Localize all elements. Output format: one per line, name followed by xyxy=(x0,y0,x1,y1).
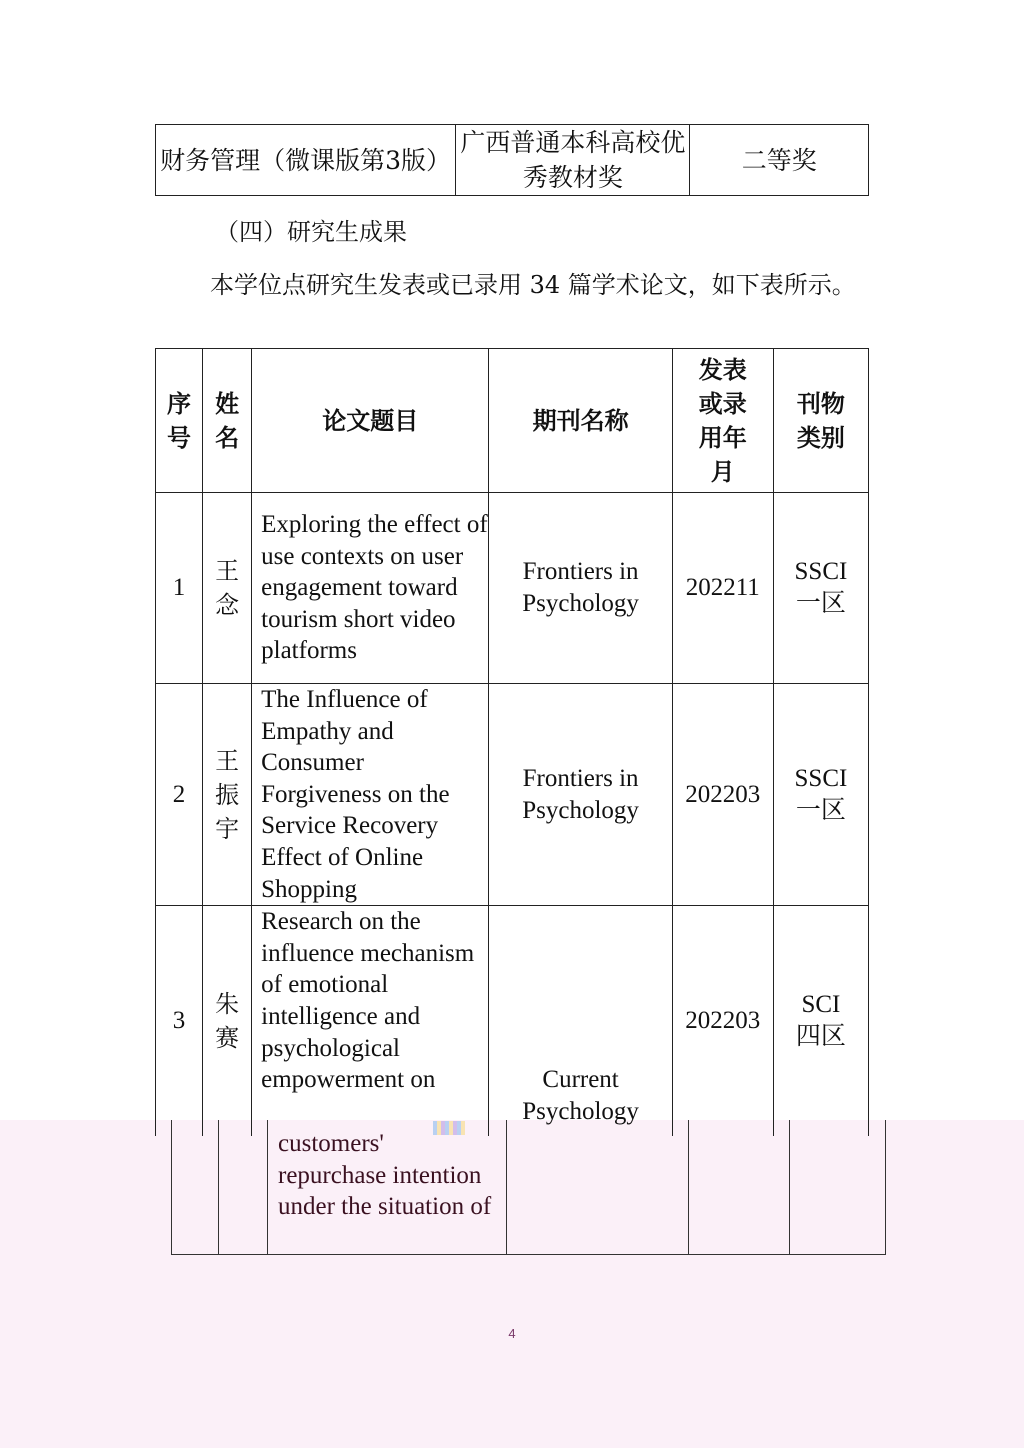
award-level-cell: 二等奖 xyxy=(690,125,869,196)
table-row xyxy=(156,906,869,1136)
column-divider xyxy=(789,1120,790,1254)
overflow-title-text: customers' repurchase intention under the situation of xyxy=(278,1130,492,1221)
row-2-journal: Frontiers in Psychology xyxy=(489,684,672,906)
column-divider xyxy=(688,1120,689,1254)
row-2-name: 王振宇 xyxy=(203,684,252,906)
column-divider xyxy=(218,1120,219,1254)
header-journal: 期刊名称 xyxy=(489,349,672,493)
row-1-name: 王念 xyxy=(203,493,252,684)
row-2-category: SSCI 一区 xyxy=(773,684,868,906)
table-header-row xyxy=(156,349,869,493)
header-name: 姓名 xyxy=(203,349,252,493)
table-row xyxy=(156,493,869,684)
papers-table xyxy=(155,348,869,1136)
table-overflow-fragment xyxy=(171,1120,886,1255)
row-3-category: SCI 四区 xyxy=(773,906,868,1136)
page-number: 4 xyxy=(508,1326,516,1341)
column-divider xyxy=(267,1120,268,1254)
row-1-category: SSCI 一区 xyxy=(773,493,868,684)
row-3-no: 3 xyxy=(156,906,203,1136)
row-1-journal: Frontiers in Psychology xyxy=(489,493,672,684)
row-2-date: 202203 xyxy=(672,684,773,906)
row-3-journal: Current Psychology xyxy=(489,906,672,1136)
row-1-date: 202211 xyxy=(672,493,773,684)
award-table xyxy=(155,124,869,196)
row-3-name: 朱赛 xyxy=(203,906,252,1136)
render-artifact xyxy=(433,1121,465,1135)
header-category: 刊物类别 xyxy=(773,349,868,493)
row-1-title: Exploring the effect of use contexts on user engagement toward tourism short video platforms xyxy=(252,493,489,684)
book-title-cell: 财务管理（微课版第3版） xyxy=(156,125,456,196)
section-heading: （四）研究生成果 xyxy=(215,218,407,246)
column-divider xyxy=(506,1120,507,1254)
table-row xyxy=(156,125,869,196)
award-name-cell: 广西普通本科高校优秀教材奖 xyxy=(456,125,690,196)
header-no: 序号 xyxy=(156,349,203,493)
row-2-no: 2 xyxy=(156,684,203,906)
intro-text: 本学位点研究生发表或已录用 34 篇学术论文，如下表所示。 xyxy=(210,271,856,299)
row-1-no: 1 xyxy=(156,493,203,684)
intro-paragraph xyxy=(155,258,869,312)
row-3-date: 202203 xyxy=(672,906,773,1136)
table-row xyxy=(156,684,869,906)
row-2-title: The Influence of Empathy and Consumer Forgiveness on the Service Recovery Effect of Online Shopping xyxy=(252,684,489,906)
header-title: 论文题目 xyxy=(252,349,489,493)
header-date: 发表或录用年月 xyxy=(672,349,773,493)
row-3-title: Research on the influence mechanism of emotional intelligence and psychological empowerment on xyxy=(252,906,489,1136)
